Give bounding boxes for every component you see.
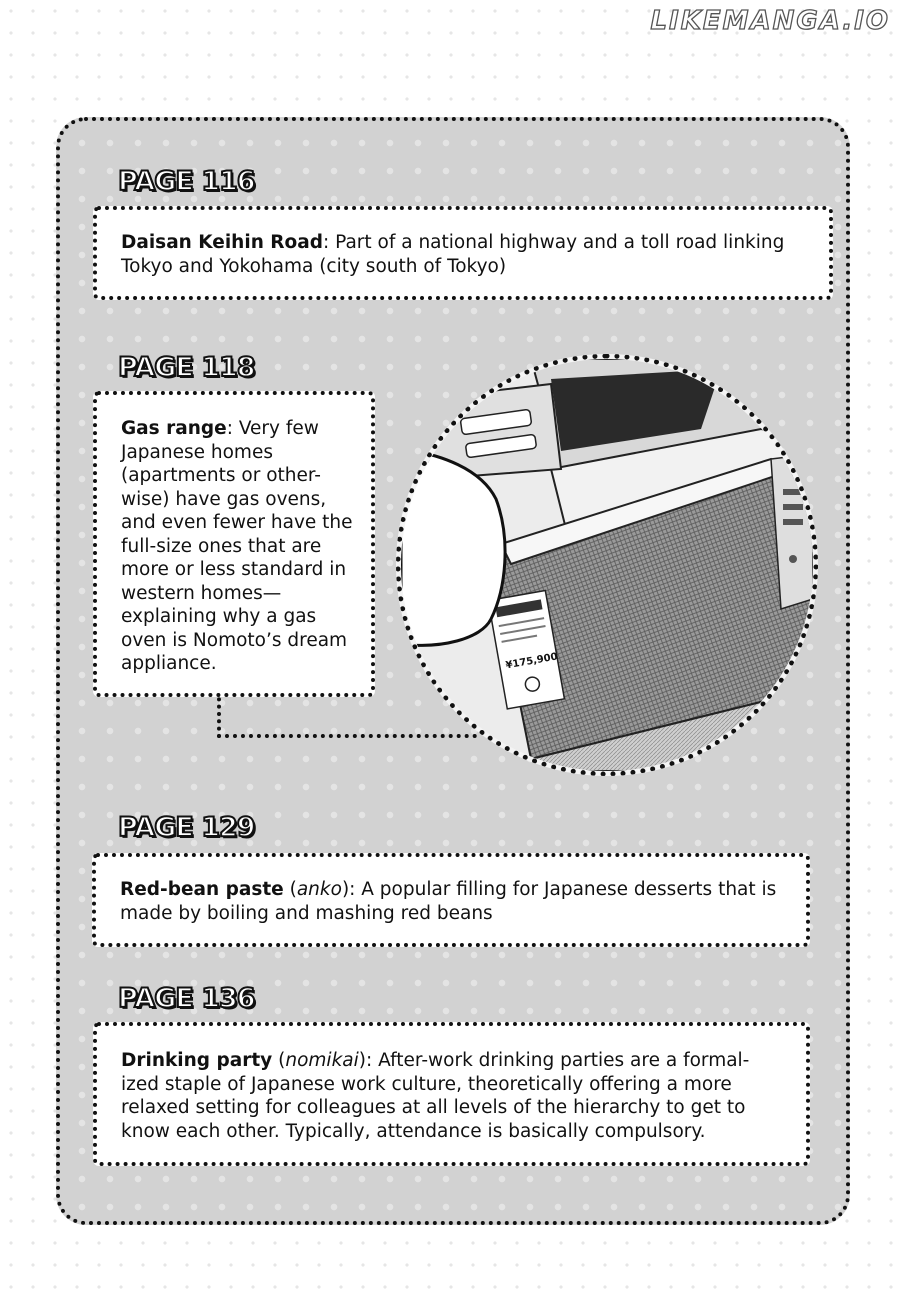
callout-connector	[217, 690, 477, 738]
note-paren-open: (	[283, 879, 297, 900]
note-red-bean-paste	[92, 853, 810, 947]
note-paren-open: (	[272, 1050, 286, 1071]
note-definition: ): A popular filling for Japanese desserts that is made by boiling and mashing red beans	[120, 879, 777, 924]
note-japanese-term: nomikai	[285, 1050, 359, 1071]
page-129-heading: PAGE 129	[118, 812, 255, 843]
note-term: Red-bean paste	[120, 879, 284, 900]
note-term: Drinking party	[121, 1050, 273, 1071]
page-116-heading: PAGE 116	[118, 166, 255, 197]
note-term: Daisan Keihin Road	[121, 232, 323, 253]
note-gas-range	[93, 391, 375, 697]
page-136-heading: PAGE 136	[118, 983, 255, 1014]
note-text	[121, 231, 807, 278]
note-text	[121, 417, 353, 676]
page-118-heading: PAGE 118	[118, 352, 255, 383]
note-definition: : Part of a national highway and a toll road linking Tokyo and Yokohama (city south of Tokyo)	[121, 232, 785, 277]
site-watermark: LIKEMANGA.IO	[650, 6, 890, 36]
note-text	[121, 1049, 786, 1143]
note-japanese-term: anko	[296, 879, 342, 900]
note-drinking-party	[93, 1022, 810, 1166]
note-definition: ): After-work drinking parties are a formal-ized staple of Japanese work culture, theoretically offering a more relaxed setting for colleagues at all levels of the hierarchy to get to know each other. Typically, attendance is basically compulsory.	[121, 1050, 750, 1142]
gas-oven-illustration	[396, 354, 818, 776]
price-tag-text: ¥175,900	[504, 651, 559, 672]
note-daisan-keihin-road	[93, 206, 833, 300]
note-definition: : Very few Japanese homes (apartments or other-wise) have gas ovens, and even fewer have the full-size ones that are more or less standard in western homes—explaining why a gas oven is Nomoto’s dream appliance.	[121, 418, 353, 674]
note-text	[120, 878, 786, 925]
note-term: Gas range	[121, 418, 227, 439]
